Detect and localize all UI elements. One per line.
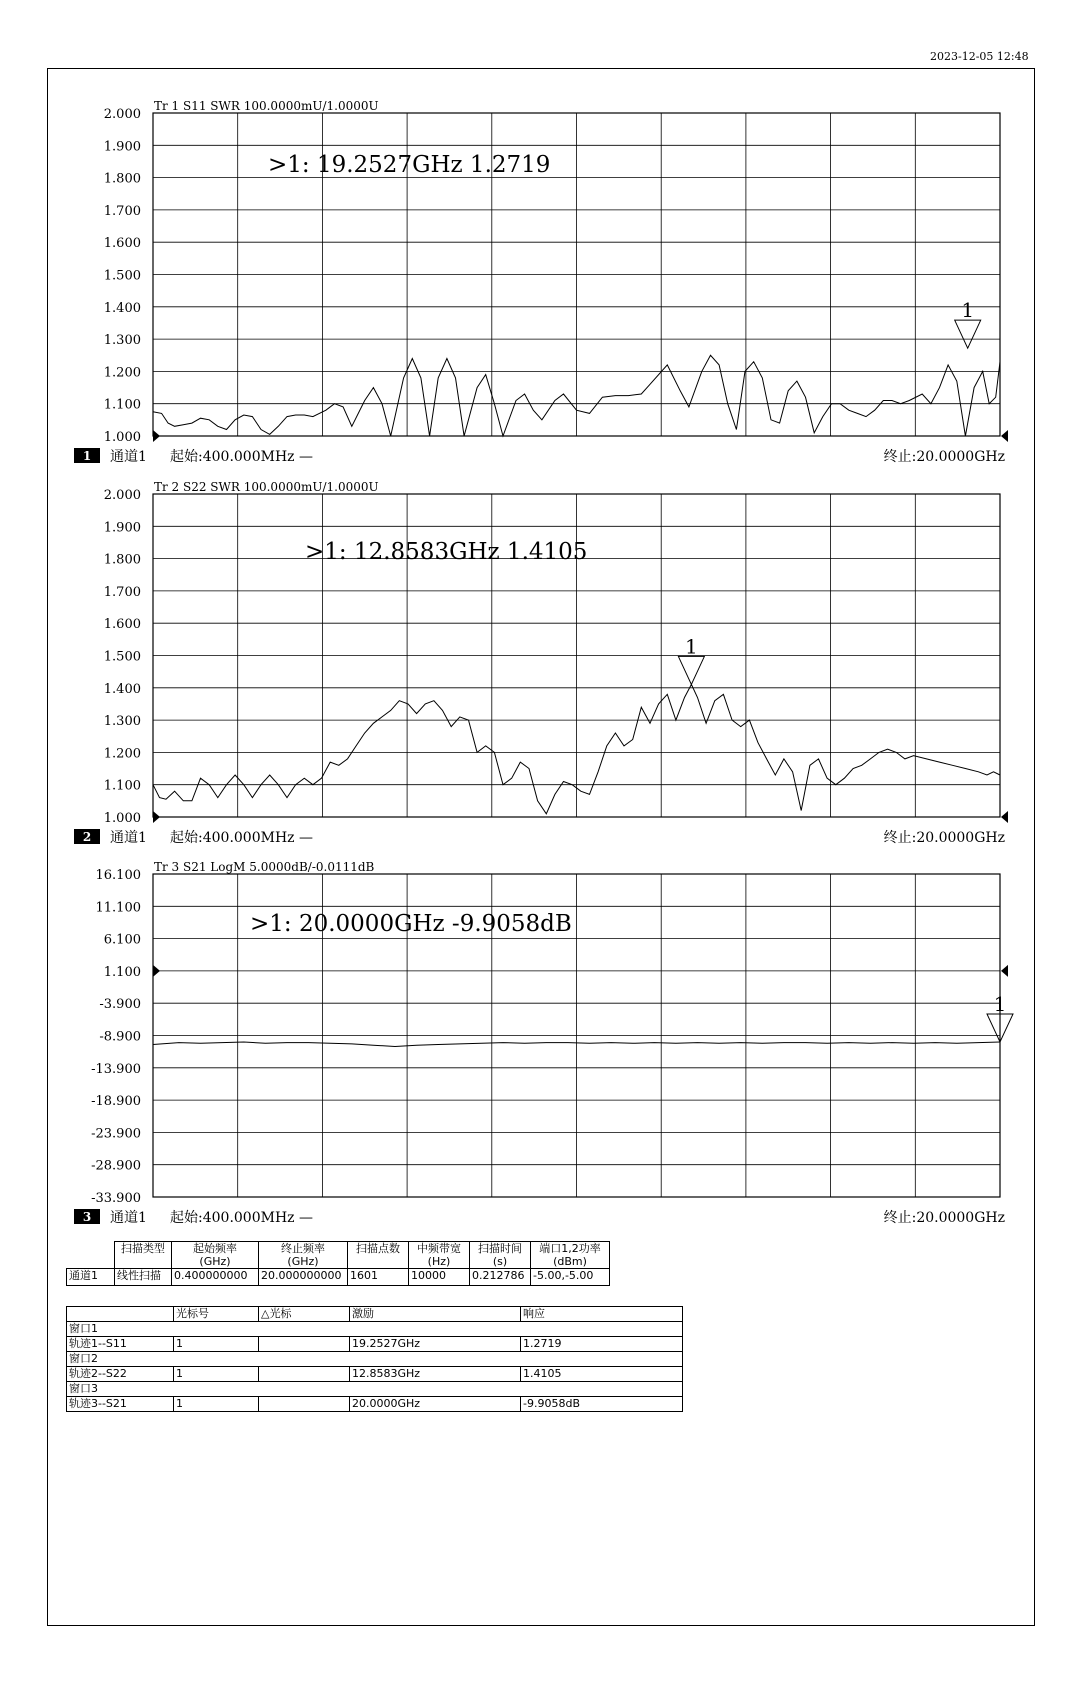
y-tick-label: 2.000 bbox=[103, 107, 141, 122]
stop-frequency-label: 终止:20.0000GHz bbox=[883, 830, 1005, 846]
marker-header-cell: 激励 bbox=[350, 1307, 521, 1322]
y-tick-label: 1.000 bbox=[103, 430, 141, 445]
marker-header-row bbox=[67, 1307, 683, 1322]
marker-header-cell bbox=[67, 1307, 174, 1322]
trace-title: Tr 3 S21 LogM 5.0000dB/-0.0111dB bbox=[154, 860, 375, 874]
marker-readout: >1: 19.2527GHz 1.2719 bbox=[268, 152, 551, 178]
y-tick-label: 1.600 bbox=[103, 236, 141, 252]
sweep-cell: 1601 bbox=[348, 1269, 409, 1286]
trace-name: 轨迹1--S11 bbox=[67, 1337, 174, 1352]
y-tick-label: 1.700 bbox=[103, 584, 141, 600]
marker-number: 1 bbox=[174, 1397, 259, 1412]
trace-name: 轨迹3--S21 bbox=[67, 1397, 174, 1412]
sweep-cell: 20.000000000 bbox=[259, 1269, 348, 1286]
window-label: 窗口3 bbox=[67, 1382, 683, 1397]
window-row bbox=[67, 1382, 683, 1397]
start-frequency-label: 起始:400.000MHz — bbox=[170, 449, 313, 465]
delta-marker bbox=[259, 1397, 350, 1412]
sweep-header-cell bbox=[348, 1242, 409, 1269]
header-text: 端口1,2功率 bbox=[539, 1242, 601, 1255]
y-tick-label: 1.300 bbox=[103, 714, 141, 730]
stop-frequency-label: 终止:20.0000GHz bbox=[883, 1210, 1005, 1226]
sweep-cell: 0.212786 bbox=[470, 1269, 531, 1286]
y-tick-label: -13.900 bbox=[91, 1061, 141, 1077]
channel-label: 通道1 bbox=[110, 1210, 147, 1226]
sweep-header-cell bbox=[470, 1242, 531, 1269]
y-tick-label: -18.900 bbox=[91, 1094, 141, 1110]
marker-number: 1 bbox=[174, 1337, 259, 1352]
y-tick-label: 1.400 bbox=[103, 300, 141, 316]
sweep-cell: 0.400000000 bbox=[172, 1269, 259, 1286]
reference-marker-right bbox=[1001, 430, 1008, 442]
sweep-data-row bbox=[67, 1269, 610, 1286]
header-text: 终止频率 bbox=[281, 1242, 325, 1255]
header-unit: (s) bbox=[492, 1255, 508, 1268]
header-unit: (GHz) bbox=[199, 1255, 231, 1268]
marker-number: 1 bbox=[961, 298, 975, 323]
y-tick-label: 2.000 bbox=[103, 488, 141, 503]
sweep-settings-table bbox=[66, 1241, 610, 1286]
marker-number: 1 bbox=[993, 991, 1007, 1016]
channel-label: 通道1 bbox=[110, 449, 147, 465]
start-frequency-label: 起始:400.000MHz — bbox=[170, 1210, 313, 1226]
y-tick-label: -28.900 bbox=[91, 1158, 141, 1174]
y-tick-label: 16.100 bbox=[95, 868, 141, 883]
y-tick-label: 1.200 bbox=[103, 746, 141, 762]
y-tick-label: 1.000 bbox=[103, 811, 141, 826]
window-row bbox=[67, 1352, 683, 1367]
y-tick-label: 6.100 bbox=[103, 932, 141, 948]
y-tick-label: 1.800 bbox=[103, 171, 141, 187]
s11-swr-chart bbox=[74, 99, 1008, 465]
y-tick-label: 1.500 bbox=[103, 268, 141, 284]
marker-readout: >1: 20.0000GHz -9.9058dB bbox=[250, 911, 572, 937]
sweep-header-cell bbox=[409, 1242, 470, 1269]
stop-frequency-label: 终止:20.0000GHz bbox=[883, 449, 1005, 465]
response: 1.4105 bbox=[521, 1367, 683, 1382]
y-tick-label: -23.900 bbox=[91, 1126, 141, 1142]
y-tick-label: 1.200 bbox=[103, 365, 141, 381]
marker-table bbox=[66, 1306, 683, 1412]
marker-header-cell: 光标号 bbox=[174, 1307, 259, 1322]
trace-name: 轨迹2--S22 bbox=[67, 1367, 174, 1382]
trace-title: Tr 1 S11 SWR 100.0000mU/1.0000U bbox=[154, 99, 379, 113]
sweep-cell: 10000 bbox=[409, 1269, 470, 1286]
sweep-cell: 通道1 bbox=[67, 1269, 115, 1286]
timestamp: 2023-12-05 12:48 bbox=[930, 50, 1029, 63]
delta-marker bbox=[259, 1337, 350, 1352]
window-number: 2 bbox=[82, 830, 92, 844]
s21-logm-chart bbox=[74, 860, 1013, 1226]
marker-readout: >1: 12.8583GHz 1.4105 bbox=[305, 539, 588, 565]
header-text: 扫描时间 bbox=[478, 1242, 522, 1255]
window-number: 3 bbox=[82, 1210, 92, 1224]
sweep-header-cell bbox=[115, 1242, 172, 1269]
y-tick-label: 1.100 bbox=[103, 778, 141, 794]
y-tick-label: 1.300 bbox=[103, 333, 141, 349]
window-label: 窗口1 bbox=[67, 1322, 683, 1337]
marker-header-cell: 响应 bbox=[521, 1307, 683, 1322]
header-text: 扫描类型 bbox=[121, 1242, 165, 1255]
header-unit: (Hz) bbox=[427, 1255, 451, 1268]
sweep-header-cell bbox=[531, 1242, 610, 1269]
sweep-header-cell bbox=[259, 1242, 348, 1269]
stimulus: 12.8583GHz bbox=[350, 1367, 521, 1382]
trace-row bbox=[67, 1397, 683, 1412]
y-tick-label: -3.900 bbox=[99, 997, 141, 1013]
stimulus: 20.0000GHz bbox=[350, 1397, 521, 1412]
header-text: 扫描点数 bbox=[356, 1242, 400, 1255]
y-tick-label: 1.800 bbox=[103, 552, 141, 568]
start-frequency-label: 起始:400.000MHz — bbox=[170, 830, 313, 846]
stimulus: 19.2527GHz bbox=[350, 1337, 521, 1352]
y-tick-label: 1.600 bbox=[103, 617, 141, 633]
header-text: 起始频率 bbox=[193, 1242, 237, 1255]
marker-header-cell: △光标 bbox=[259, 1307, 350, 1322]
response: 1.2719 bbox=[521, 1337, 683, 1352]
s22-swr-chart bbox=[74, 480, 1008, 846]
trace-row bbox=[67, 1367, 683, 1382]
reference-marker-right bbox=[1001, 965, 1008, 977]
marker-number: 1 bbox=[174, 1367, 259, 1382]
header-text: 中频带宽 bbox=[417, 1242, 461, 1255]
y-tick-label: 1.900 bbox=[103, 520, 141, 536]
sweep-cell: 线性扫描 bbox=[115, 1269, 172, 1286]
sweep-cell: -5.00,-5.00 bbox=[531, 1269, 610, 1286]
window-label: 窗口2 bbox=[67, 1352, 683, 1367]
y-tick-label: 1.400 bbox=[103, 681, 141, 697]
sweep-header-cell bbox=[172, 1242, 259, 1269]
y-tick-label: 1.900 bbox=[103, 139, 141, 155]
y-tick-label: -8.900 bbox=[99, 1029, 141, 1045]
reference-marker-right bbox=[1001, 811, 1008, 823]
header-unit: (GHz) bbox=[287, 1255, 319, 1268]
trace-title: Tr 2 S22 SWR 100.0000mU/1.0000U bbox=[154, 480, 379, 494]
y-tick-label: 1.700 bbox=[103, 203, 141, 219]
channel-label: 通道1 bbox=[110, 830, 147, 846]
y-tick-label: 1.100 bbox=[103, 964, 141, 980]
window-number: 1 bbox=[82, 449, 92, 463]
sweep-header-row bbox=[67, 1242, 610, 1269]
y-tick-label: -33.900 bbox=[91, 1191, 141, 1206]
header-unit: (dBm) bbox=[553, 1255, 587, 1268]
sweep-header-cell bbox=[67, 1242, 115, 1269]
y-tick-label: 1.100 bbox=[103, 397, 141, 413]
y-tick-label: 1.500 bbox=[103, 649, 141, 665]
response: -9.9058dB bbox=[521, 1397, 683, 1412]
marker-number: 1 bbox=[685, 634, 698, 659]
window-row bbox=[67, 1322, 683, 1337]
delta-marker bbox=[259, 1367, 350, 1382]
trace-row bbox=[67, 1337, 683, 1352]
y-tick-label: 11.100 bbox=[95, 900, 141, 916]
